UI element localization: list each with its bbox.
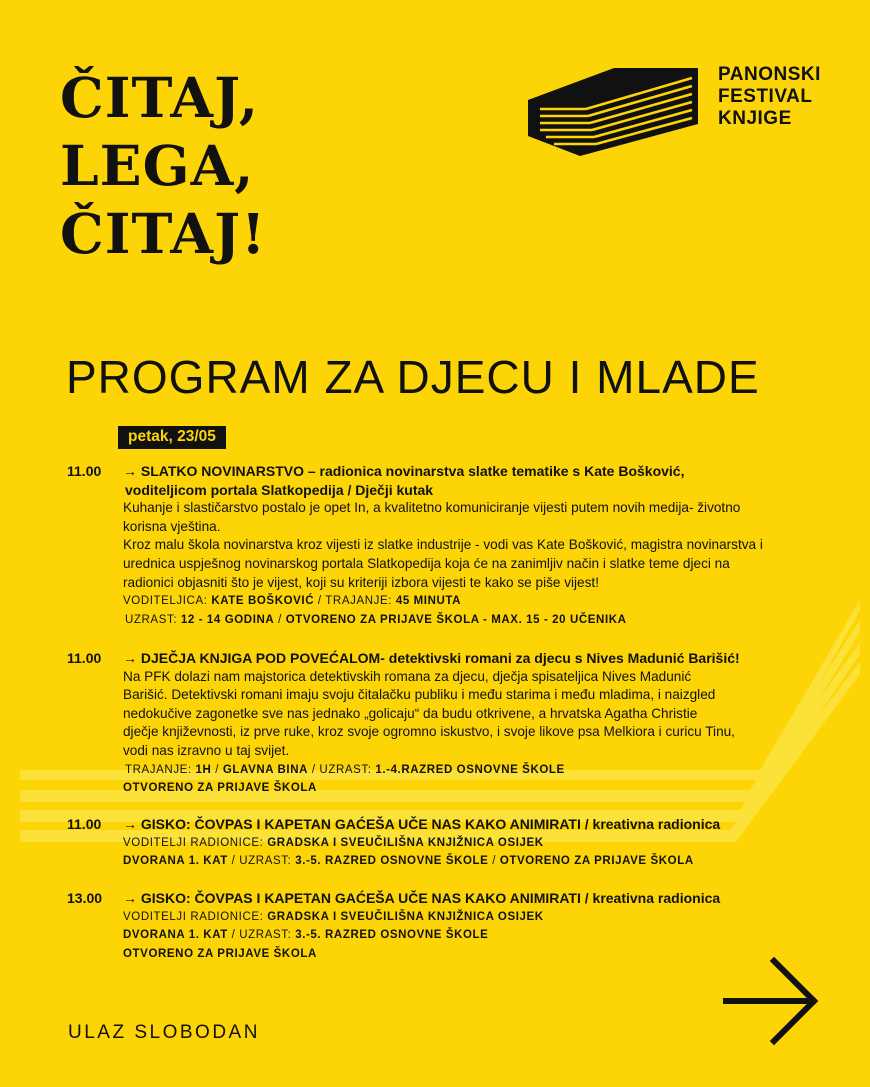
- logo-line-2: FESTIVAL: [718, 86, 813, 107]
- description-line: radionici objasniti što je vijest, koji su kriteriji izbora vijesti te kako se piše vijest!: [123, 574, 599, 590]
- day-label: petak, 23/05: [118, 426, 226, 449]
- meta-label: / TRAJANJE:: [314, 595, 396, 608]
- event-title: [123, 889, 830, 908]
- event-meta-line: [123, 852, 830, 871]
- headline-line-1: ČITAJ,: [60, 65, 260, 130]
- event-title-line: → GISKO: ČOVPAS I KAPETAN GAĆEŠA UČE NAS KAKO ANIMIRATI / kreativna radionica: [123, 890, 721, 906]
- free-entry-text: ULAZ SLOBODAN: [68, 1022, 260, 1043]
- meta-value: GRADSKA I SVEUČILIŠNA KNJIŽNICA OSIJEK: [267, 836, 544, 849]
- event-time: 11.00: [67, 650, 102, 666]
- event-meta-line: [123, 834, 830, 853]
- headline-line-3: ČITAJ!: [60, 201, 267, 266]
- meta-value: OTVORENO ZA PRIJAVE ŠKOLA: [123, 947, 317, 960]
- event-description: [123, 499, 830, 592]
- event-title-line: → GISKO: ČOVPAS I KAPETAN GAĆEŠA UČE NAS KAKO ANIMIRATI / kreativna radionica: [123, 816, 721, 832]
- book-stack-icon: [526, 64, 704, 160]
- meta-value: 3.-5. RAZRED OSNOVNE ŠKOLE: [295, 929, 489, 942]
- description-line: nedokučive zagonetke sve nas jednako „golicaju“ da budu otkrivene, a hrvatska Agatha Christie: [123, 705, 698, 721]
- meta-value: KATE BOŠKOVIĆ: [211, 595, 315, 608]
- meta-value: OTVORENO ZA PRIJAVE ŠKOLA: [123, 782, 317, 795]
- meta-label: VODITELJICA:: [123, 595, 212, 608]
- logo-line-3: KNJIGE: [718, 108, 792, 129]
- event-description: [123, 668, 830, 761]
- headline: [60, 64, 266, 268]
- meta-value: DVORANA 1. KAT: [123, 929, 228, 942]
- meta-label: / UZRAST:: [308, 763, 376, 776]
- meta-value: GRADSKA I SVEUČILIŠNA KNJIŽNICA OSIJEK: [267, 910, 544, 923]
- headline-line-2: LEGA,: [60, 133, 255, 198]
- meta-value: 45 MINUTA: [395, 595, 462, 608]
- event-time: 11.00: [67, 463, 102, 479]
- meta-label: /: [211, 763, 223, 776]
- meta-label: /: [488, 855, 500, 868]
- event-meta-line: [123, 908, 830, 927]
- event-title: [123, 815, 830, 834]
- event-item-4: [67, 889, 830, 963]
- event-title-line: → DJEČJA KNJIGA POD POVEĆALOM- detektivski romani za djecu s Nives Madunić Barišić!: [123, 650, 740, 666]
- description-line: Na PFK dolazi nam majstorica detektivskih romana za djecu, dječja spisateljica Nives Madunić: [123, 668, 692, 684]
- meta-value: 1H: [195, 763, 212, 776]
- meta-label: /: [274, 613, 286, 626]
- event-meta-line: [123, 761, 830, 780]
- description-line: dječje književnosti, iz prve ruke, kroz svoje ogromno iskustvo, i svoje likove psa Melkiora i curicu Tinu,: [123, 724, 735, 740]
- event-time: 11.00: [67, 816, 102, 832]
- meta-value: DVORANA 1. KAT: [123, 855, 228, 868]
- event-time: 13.00: [67, 890, 103, 906]
- meta-value: 12 - 14 GODINA: [180, 613, 275, 626]
- meta-label: / UZRAST:: [227, 855, 296, 868]
- meta-value: OTVORENO ZA PRIJAVE ŠKOLA - MAX. 15 - 20 UČENIKA: [285, 613, 627, 626]
- event-meta-line: [123, 611, 830, 630]
- meta-label: VODITELJI RADIONICE:: [123, 910, 268, 923]
- event-title: [123, 649, 830, 668]
- logo-line-1: PANONSKI: [718, 64, 821, 85]
- event-title-line: → SLATKO NOVINARSTVO – radionica novinarstva slatke tematike s Kate Bošković,: [123, 463, 685, 479]
- description-line: Barišić. Detektivski romani imaju svoju čitalačku publiku i među starima i među mladima, i naizgled: [123, 687, 716, 703]
- meta-value: 1.-4.RAZRED OSNOVNE ŠKOLE: [375, 763, 565, 776]
- meta-label: VODITELJI RADIONICE:: [123, 836, 268, 849]
- meta-label: / UZRAST:: [227, 929, 296, 942]
- event-item-3: [67, 815, 830, 871]
- meta-label: TRAJANJE:: [125, 763, 196, 776]
- event-meta-line: [123, 926, 830, 945]
- description-line: Kroz malu škola novinarstva kroz vijesti iz slatke industrije - vodi vas Kate Bošković, magistra novinarstva i: [123, 537, 763, 553]
- description-line: Kuhanje i slastičarstvo postalo je opet In, a kvalitetno komuniciranje vijesti putem novih medija- životno: [123, 500, 741, 516]
- description-line: vodi nas izravno u taj svijet.: [123, 742, 290, 758]
- event-meta-line: [123, 779, 830, 798]
- description-line: urednica uspješnog novinarskog portala Slatkopedija koja će na zanimljiv način i slatke teme djeci na: [123, 555, 730, 571]
- arrow-right-icon: [722, 955, 822, 1047]
- description-line: korisna vještina.: [123, 518, 221, 534]
- meta-value: 3.-5. RAZRED OSNOVNE ŠKOLE: [295, 855, 489, 868]
- meta-value: GLAVNA BINA: [222, 763, 309, 776]
- event-meta-line: [123, 592, 830, 611]
- event-title: [123, 462, 830, 499]
- festival-logo-text: [718, 64, 821, 130]
- event-item-1: [67, 462, 830, 629]
- program-title: PROGRAM ZA DJECU I MLADE: [66, 351, 760, 403]
- meta-value: OTVORENO ZA PRIJAVE ŠKOLA: [499, 855, 694, 868]
- event-item-2: [67, 649, 830, 798]
- meta-label: UZRAST:: [125, 613, 181, 626]
- event-title-line: voditeljicom portala Slatkopedija / Dječji kutak: [125, 481, 434, 498]
